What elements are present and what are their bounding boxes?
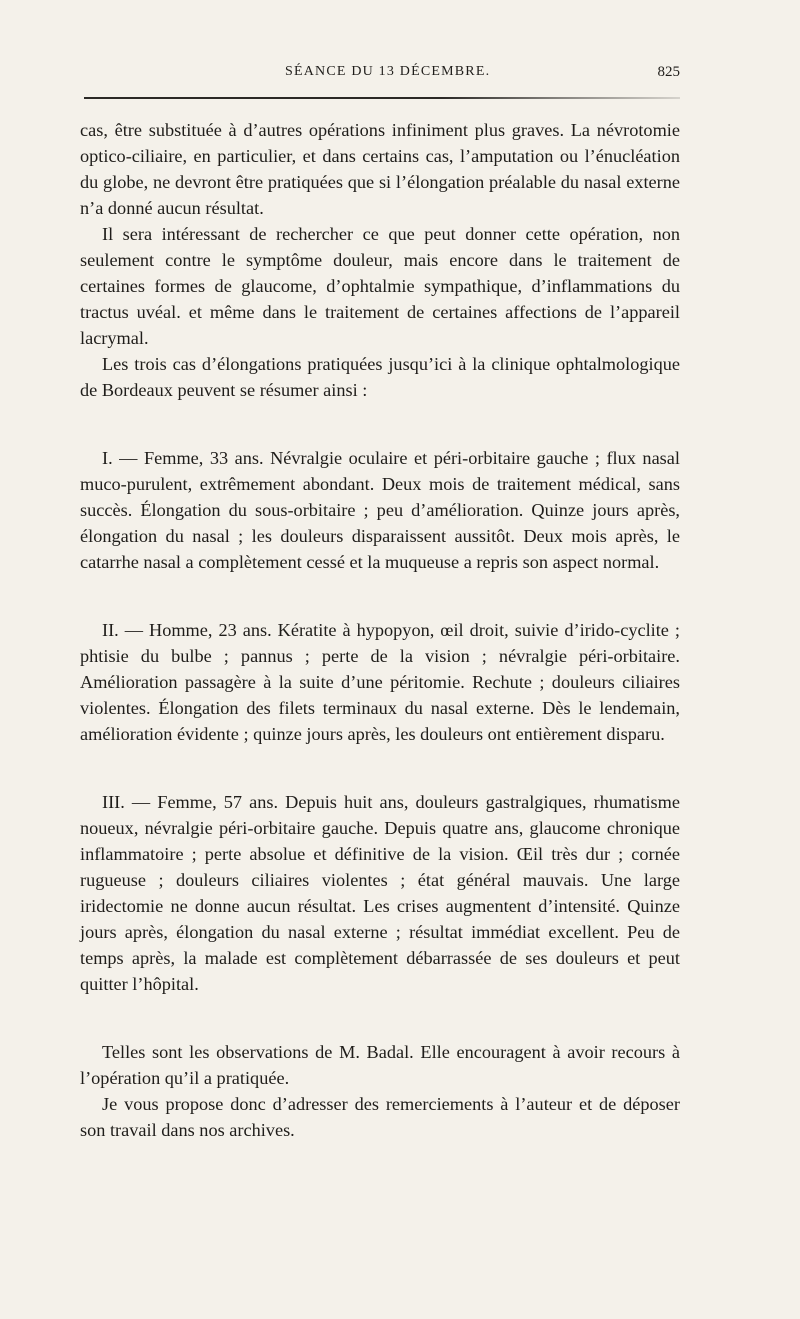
intro-paragraph-2: Il sera intéressant de rechercher ce que peut donner cette opération, non seulement contre le symptôme douleur, mais encore dans le traitement de certaines formes de glaucome, d’ophtalmie sympathique, d’inflammations du tractus uvéal. et même dans le traitement de certaines affections de l’appareil lacrymal. — [80, 224, 680, 348]
running-header — [80, 64, 680, 86]
running-head-title: SÉANCE DU 13 DÉCEMBRE. — [285, 64, 491, 79]
spacer — [80, 747, 680, 789]
case-block — [80, 789, 680, 997]
case-2-text: II. — Homme, 23 ans. Kératite à hypopyon, œil droit, suivie d’irido-cyclite ; phtisie du bulbe ; pannus ; perte de la vision ; névralgie péri-orbitaire. Amélioration passagère à la suite d’une péritomie. Rechute ; douleurs ciliaires violentes. Élongation des filets terminaux du nasal externe. Dès le lendemain, amélioration évidente ; quinze jours après, les douleurs ont entièrement disparu. — [80, 620, 680, 744]
intro-paragraph-3: Les trois cas d’élongations pratiquées jusqu’ici à la clinique ophtalmologique de Bordeaux peuvent se résumer ainsi : — [80, 354, 680, 400]
case-block — [80, 445, 680, 575]
case-3-text: III. — Femme, 57 ans. Depuis huit ans, douleurs gastralgiques, rhumatisme noueux, névralgie péri-orbitaire gauche. Depuis quatre ans, glaucome chronique inflammatoire ; perte absolue et définitive de la vision. Œil très dur ; cornée rugueuse ; douleurs ciliaires violentes ; état général mauvais. Une large iridectomie ne donne aucun résultat. Les crises augmentent d’intensité. Quinze jours après, élongation du nasal externe ; résultat immédiat excellent. Peu de temps après, la malade est complètement débarrassée de ses douleurs et peut quitter l’hôpital. — [80, 792, 680, 994]
page-number: 825 — [657, 64, 680, 80]
intro-paragraph-1: cas, être substituée à d’autres opérations infiniment plus graves. La névrotomie optico-ciliaire, en particulier, et dans certains cas, l’amputation ou l’énucléation du globe, ne devront être pratiquées que si l’élongation préalable du nasal externe n’a donné aucun résultat. — [80, 120, 680, 218]
spacer — [80, 575, 680, 617]
spacer — [80, 997, 680, 1039]
spacer — [80, 403, 680, 445]
conclusion-paragraph-2: Je vous propose donc d’adresser des remerciements à l’auteur et de déposer son travail dans nos archives. — [80, 1094, 680, 1140]
header-rule — [84, 97, 680, 99]
case-1-text: I. — Femme, 33 ans. Névralgie oculaire et péri-orbitaire gauche ; flux nasal muco-purulent, extrêmement abondant. Deux mois de traitement médical, sans succès. Élongation du sous-orbitaire ; peu d’amélioration. Quinze jours après, élongation du nasal ; les douleurs disparaissent aussitôt. Deux mois après, le catarrhe nasal a complètement cessé et la muqueuse a repris son aspect normal. — [80, 448, 680, 572]
case-block — [80, 617, 680, 747]
page-body — [80, 117, 680, 1143]
conclusion-paragraph-1: Telles sont les observations de M. Badal. Elle encouragent à avoir recours à l’opération qu’il a pratiquée. — [80, 1042, 680, 1088]
